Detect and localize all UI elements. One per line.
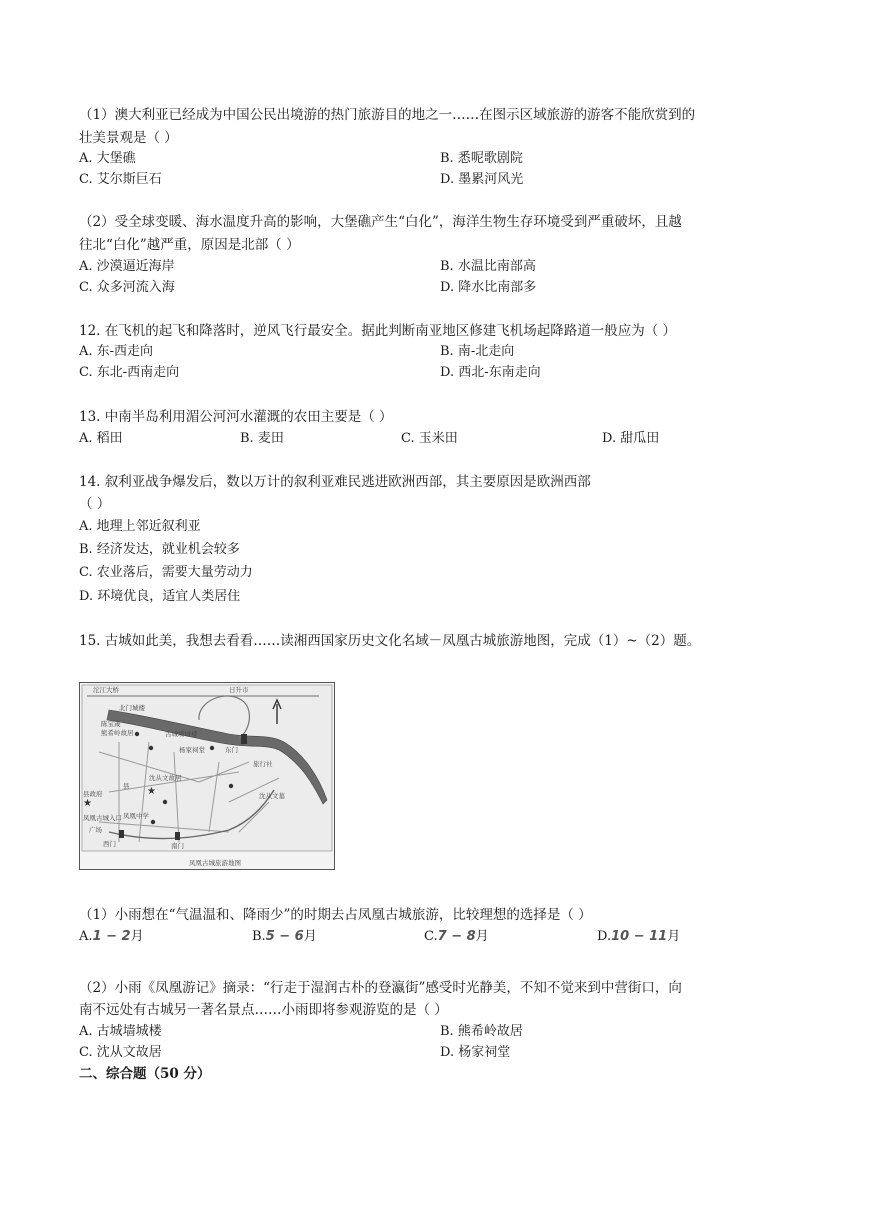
q15-sub1-option-b: B.5 − 6月: [252, 929, 317, 944]
map-label: 县: [123, 782, 130, 790]
map-label: 广场: [89, 826, 102, 834]
map-label: 凤凰中学: [123, 812, 149, 820]
map-caption: 凤凰古城旅游地图: [189, 859, 241, 867]
map-label: 日升市: [229, 686, 249, 694]
section2-title: 二、综合题（50 分）: [79, 1066, 211, 1082]
q11-sub1-option-c: C. 艾尔斯巨石: [79, 172, 162, 187]
q15-sub2-option-c: C. 沈从文故居: [79, 1045, 162, 1060]
q14-stem-line1: 14. 叙利亚战争爆发后，数以万计的叙利亚难民逃进欧洲西部，其主要原因是欧洲西部: [79, 474, 591, 490]
map-label: 熊希岭故居: [101, 729, 134, 737]
q14-option-a: A. 地理上邻近叙利亚: [79, 519, 201, 534]
map-label: 沱江大桥: [93, 686, 119, 694]
map-label: 县政府: [83, 790, 103, 798]
q15-sub2-option-a: A. 古城墙城楼: [79, 1024, 162, 1039]
q11-sub2-option-a: A. 沙漠逼近海岸: [79, 259, 175, 274]
q11-sub2-option-b: B. 水温比南部高: [440, 259, 536, 274]
map-label: 杨家祠堂: [179, 746, 205, 754]
q11-sub2-stem-line2: 往北“白化”越严重，原因是北部（ ）: [79, 237, 300, 253]
map-label: 沈从文故居: [149, 774, 182, 782]
q13-option-b: B. 麦田: [240, 431, 284, 446]
map-label: 凤凰古城入口: [83, 814, 122, 822]
q15-sub2-option-b: B. 熊希岭故居: [440, 1024, 523, 1039]
q14-stem-line2: （ ）: [79, 496, 111, 512]
q15-sub2-option-d: D. 杨家祠堂: [440, 1045, 511, 1060]
q13-option-d: D. 甜瓜田: [602, 431, 660, 446]
q11-sub2-stem-line1: （2）受全球变暖、海水温度升高的影响，大堡礁产生“白化”，海洋生物生存环境受到严重破坏，且越: [79, 214, 682, 230]
q11-sub1-option-a: A. 大堡礁: [79, 151, 136, 166]
q11-sub1-option-b: B. 悉呢歌剧院: [440, 151, 523, 166]
q15-sub1-stem: （1）小雨想在“气温温和、降雨少”的时期去占凤凰古城旅游，比较理想的选择是（ ）: [79, 907, 592, 923]
q15-stem: 15. 古城如此美，我想去看看……读湘西国家历史文化名域－凤凰古城旅游地图，完成（1）~（2）题。: [79, 633, 701, 649]
q11-sub2-option-c: C. 众多河流入海: [79, 280, 175, 295]
q15-sub2-stem-line1: （2）小雨《凤凰游记》摘录：“行走于湿润古朴的登瀛街”感受时光静美，不知不觉来到中营街口，向: [79, 980, 682, 996]
q12-option-a: A. 东-西走向: [79, 344, 154, 359]
fenghuang-tourist-map: [79, 682, 335, 870]
map-label: 古城墙城楼: [165, 730, 198, 738]
q15-sub1-option-a: A.1 − 2月: [79, 929, 144, 944]
svg-text:★: ★: [83, 798, 92, 809]
map-label: 陈宝箴: [101, 720, 121, 728]
map-label: 旅行社: [253, 760, 273, 768]
map-svg: [79, 682, 335, 870]
q11-sub2-option-d: D. 降水比南部多: [440, 280, 537, 295]
q12-stem: 12. 在飞机的起飞和降落时，逆风飞行最安全。据此判断南亚地区修建飞机场起降路道一般应为（ ）: [79, 323, 677, 339]
map-label: 南门: [171, 842, 184, 850]
q14-option-d: D. 环境优良，适宜人类居住: [79, 589, 241, 604]
q12-option-c: C. 东北-西南走向: [79, 365, 180, 380]
q12-option-b: B. 南-北走向: [440, 344, 515, 359]
svg-text:★: ★: [147, 786, 156, 797]
map-label: 西门: [103, 840, 116, 848]
q12-option-d: D. 西北-东南走向: [440, 365, 541, 380]
q11-sub1-option-d: D. 墨累河风光: [440, 172, 524, 187]
q14-option-c: C. 农业落后，需要大量劳动力: [79, 565, 253, 580]
q13-stem: 13. 中南半岛利用湄公河河水灌溉的农田主要是（ ）: [79, 409, 393, 425]
q13-option-a: A. 稻田: [79, 431, 123, 446]
q11-sub1-stem-line1: （1）澳大利亚已经成为中国公民出境游的热门旅游目的地之一……在图示区域旅游的游客不能欣赏到的: [79, 107, 696, 123]
map-label: 东门: [225, 746, 238, 754]
q13-option-c: C. 玉米田: [401, 431, 458, 446]
q11-sub1-stem-line2: 壮美景观是（ ）: [79, 130, 178, 146]
q14-option-b: B. 经济发达，就业机会较多: [79, 542, 240, 557]
map-label: 沈从文墓: [259, 792, 285, 800]
q15-sub2-stem-line2: 南不远处有古城另一著名景点……小雨即将参观游览的是（ ）: [79, 1002, 448, 1018]
q15-sub1-option-d: D.10 − 11月: [597, 929, 681, 944]
q15-sub1-option-c: C.7 − 8月: [424, 929, 489, 944]
map-label: 北门城楼: [119, 704, 145, 712]
